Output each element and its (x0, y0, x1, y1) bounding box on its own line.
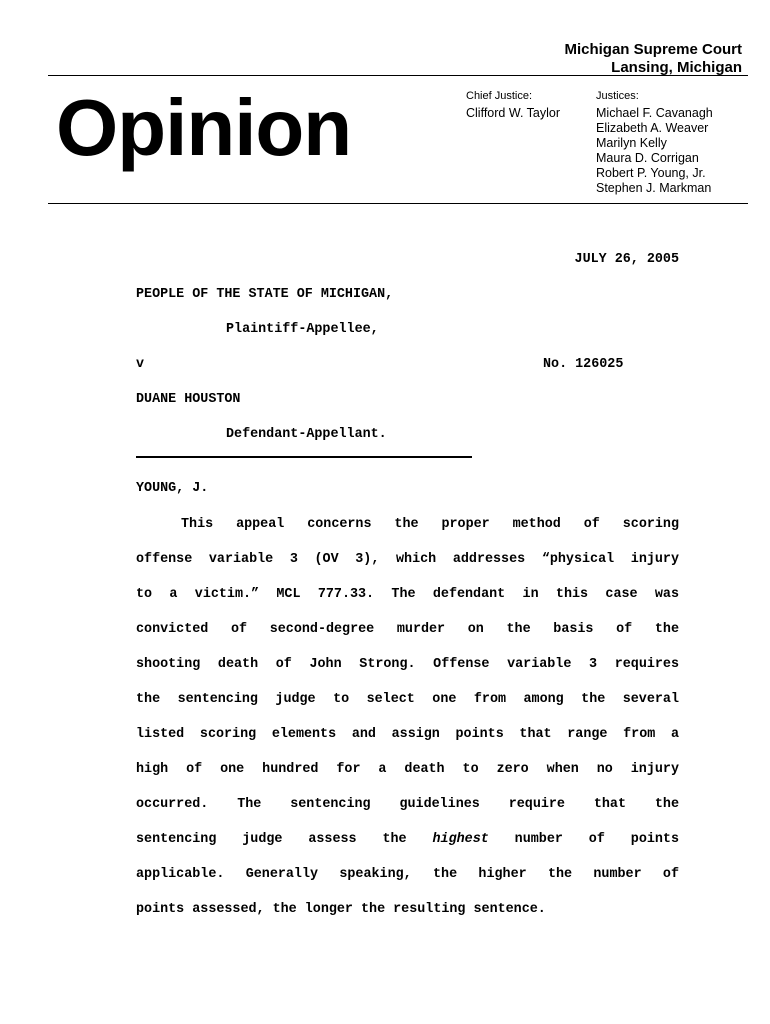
justice-name: Maura D. Corrigan (596, 151, 699, 165)
justice-name: Marilyn Kelly (596, 136, 667, 150)
body-line: shooting death of John Strong. Offense variable 3 requires (136, 657, 679, 672)
plaintiff-role: Plaintiff-Appellee, (226, 322, 379, 337)
defendant-role: Defendant-Appellant. (226, 427, 387, 442)
versus-label: v (136, 357, 145, 372)
opinion-author: YOUNG, J. (136, 481, 209, 496)
caption-rule (136, 456, 472, 458)
body-text-segment: number of points (488, 832, 680, 847)
chief-justice-caption: Chief Justice: (466, 90, 533, 102)
chief-justice-name: Clifford W. Taylor (466, 106, 561, 120)
body-line: the sentencing judge to select one from among the several (136, 692, 679, 707)
justices-caption: Justices: (596, 90, 639, 102)
justices-block (596, 90, 713, 196)
body-line: high of one hundred for a death to zero when no injury (136, 762, 679, 777)
body-line: convicted of second-degree murder on the basis of the (136, 622, 679, 637)
justice-name: Elizabeth A. Weaver (596, 121, 709, 135)
opinion-title: Opinion (56, 83, 352, 172)
body-line: applicable. Generally speaking, the higher the number of (136, 867, 679, 882)
court-header (564, 41, 742, 77)
body-line: occurred. The sentencing guidelines require that the (136, 797, 679, 812)
chief-justice-block (466, 90, 560, 121)
court-location: Lansing, Michigan (611, 59, 742, 76)
header-top-rule (48, 75, 748, 76)
emphasized-word: highest (432, 832, 489, 847)
body-line (136, 831, 679, 866)
justice-name: Michael F. Cavanagh (596, 106, 713, 120)
decision-date: JULY 26, 2005 (574, 252, 679, 267)
docket-number: No. 126025 (543, 357, 624, 372)
body-line: This appeal concerns the proper method of scoring (181, 517, 679, 532)
plaintiff-name: PEOPLE OF THE STATE OF MICHIGAN, (136, 287, 394, 302)
defendant-name: DUANE HOUSTON (136, 392, 241, 407)
justice-name: Stephen J. Markman (596, 181, 712, 195)
body-line: points assessed, the longer the resulting sentence. (136, 902, 546, 917)
body-line: to a victim.” MCL 777.33. The defendant in this case was (136, 587, 679, 602)
opinion-body (136, 516, 679, 936)
body-line: listed scoring elements and assign points that range from a (136, 727, 679, 742)
body-text-segment: sentencing judge assess the (136, 832, 433, 847)
body-line: offense variable 3 (OV 3), which addresses “physical injury (136, 552, 679, 567)
justice-name: Robert P. Young, Jr. (596, 166, 706, 180)
court-name: Michigan Supreme Court (564, 41, 742, 58)
header-bottom-rule (48, 203, 748, 204)
